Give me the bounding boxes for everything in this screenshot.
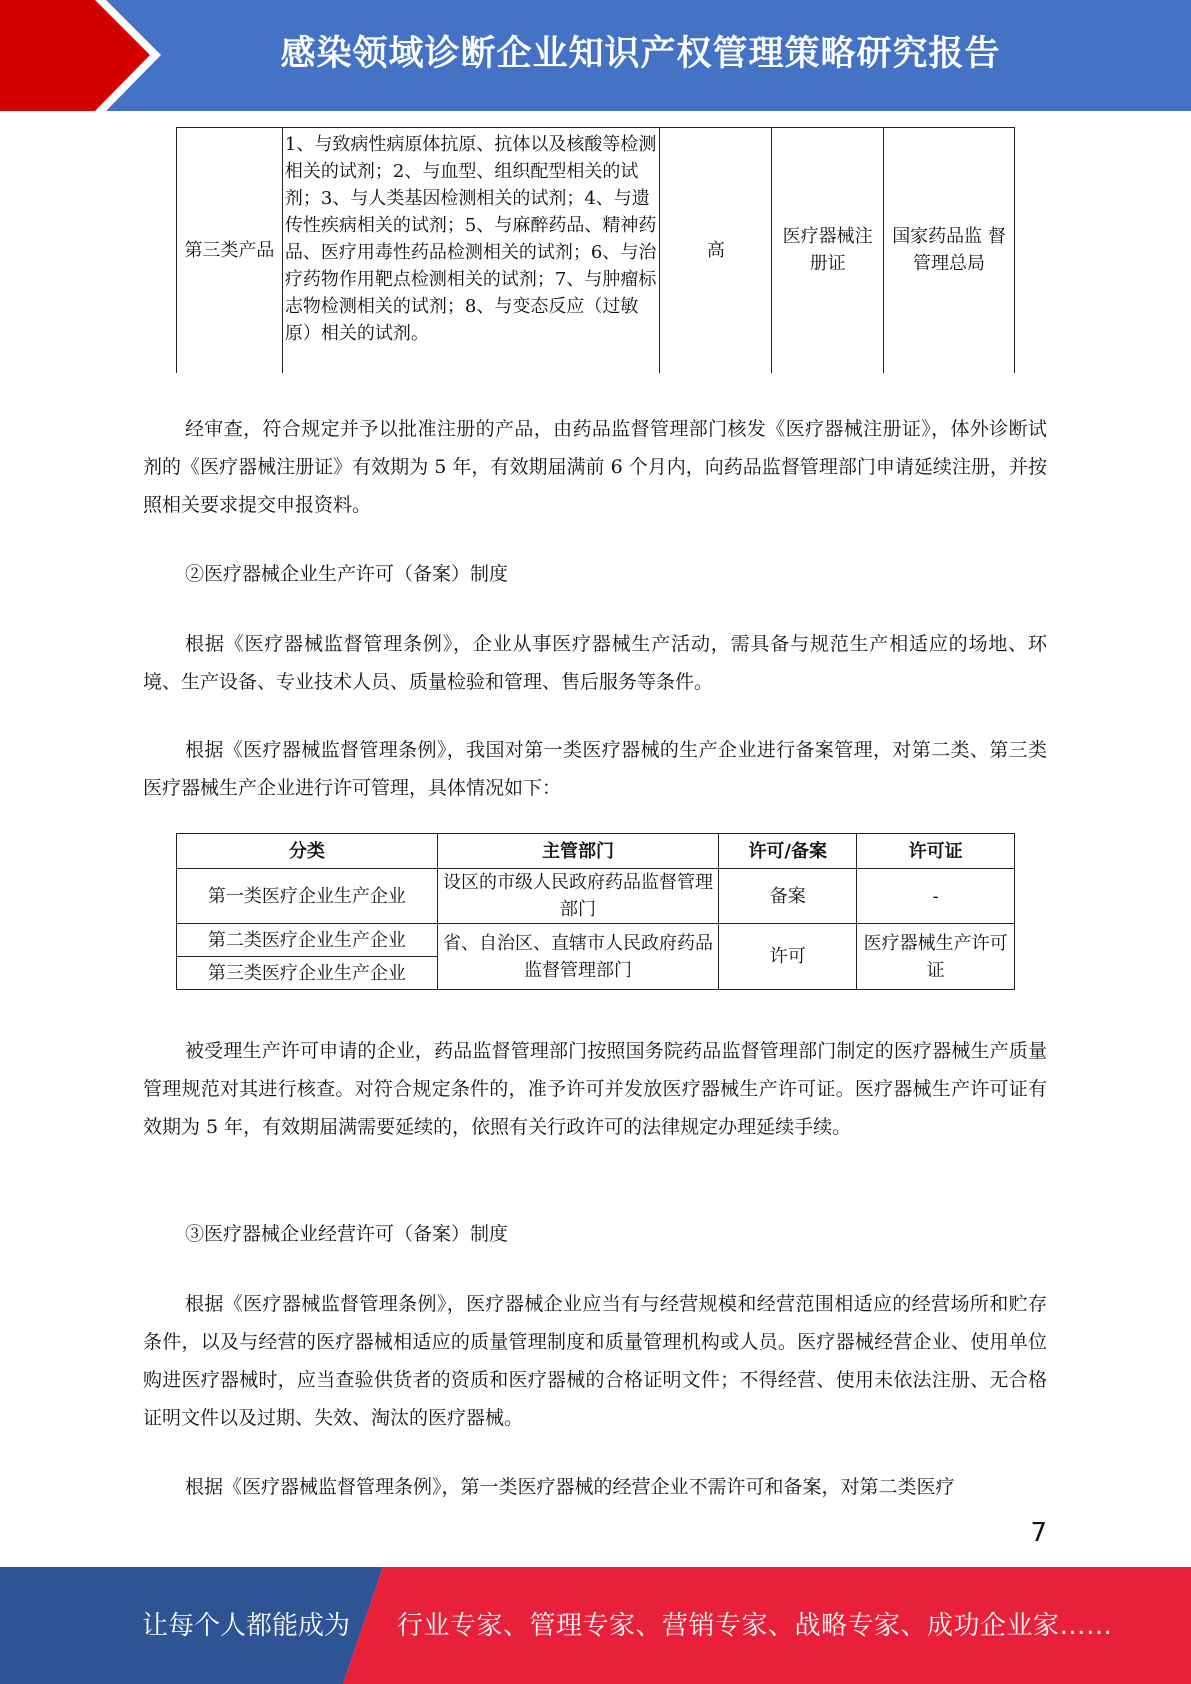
department-cell: 省、自治区、直辖市人民政府药品监督管理部门 (437, 924, 719, 990)
category-cell: 第二类医疗企业生产企业 (177, 924, 438, 957)
category-cell: 第三类医疗企业生产企业 (177, 957, 438, 990)
footer-slogan-right: 行业专家、管理专家、营销专家、战略专家、成功企业家…… (397, 1611, 1113, 1641)
class-cell: 第三类产品 (177, 128, 283, 373)
paragraph: 被受理生产许可申请的企业，药品监督管理部门按照国务院药品监督管理部门制定的医疗器械生产质量管理规范对其进行核查。对符合规定条件的，准予许可并发放医疗器械生产许可证。医疗器械生产许可证有效期为 5 年，有效期届满需要延续的，依照有关行政许可的法律规定办理延续手续。 (143, 1040, 1047, 1138)
paragraph: 根据《医疗器械监督管理条例》，第一类医疗器械的经营企业不需许可和备案，对第二类医疗 (185, 1476, 955, 1498)
table-row (177, 128, 1015, 373)
page-footer (0, 1567, 1191, 1684)
column-header: 许可/备案 (719, 834, 857, 869)
column-header: 许可证 (857, 834, 1015, 869)
report-title: 感染领域诊断企业知识产权管理策略研究报告 (280, 34, 1001, 74)
section-heading: ③医疗器械企业经营许可（备案）制度 (185, 1223, 509, 1245)
paragraph: 根据《医疗器械监督管理条例》，医疗器械企业应当有与经营规模和经营范围相适应的经营场所和贮存条件，以及与经营的医疗器械相适应的质量管理制度和质量管理机构或人员。医疗器械经营企业、使用单位购进医疗器械时，应当查验供货者的资质和医疗器械的合格证明文件；不得经营、使用未依法注册、无合格证明文件以及过期、失效、淘汰的医疗器械。 (143, 1293, 1047, 1429)
license-cell: - (857, 869, 1015, 924)
column-header: 主管部门 (437, 834, 719, 869)
product-class-table (176, 127, 1015, 373)
risk-cell: 高 (660, 128, 772, 373)
scope-cell: 1、与致病性病原体抗原、抗体以及核酸等检测相关的试剂；2、与血型、组织配型相关的试剂；3、与人类基因检测相关的试剂；4、与遗传性疾病相关的试剂；5、与麻醉药品、精神药品、医疗用毒性药品检测相关的试剂；6、与治疗药物作用靶点检测相关的试剂；7、与肿瘤标志物检测相关的试剂；8、与变态反应（过敏原）相关的试剂。 (282, 128, 660, 373)
table-header-row (177, 834, 1015, 869)
certificate-cell: 医疗器械注册证 (772, 128, 884, 373)
department-cell: 设区的市级人民政府药品监督管理部门 (437, 869, 719, 924)
production-license-table (176, 833, 1015, 990)
paragraph: 根据《医疗器械监督管理条例》，我国对第一类医疗器械的生产企业进行备案管理，对第二类、第三类医疗器械生产企业进行许可管理，具体情况如下： (143, 739, 1047, 799)
column-header: 分类 (177, 834, 438, 869)
paragraph: 经审查，符合规定并予以批准注册的产品，由药品监督管理部门核发《医疗器械注册证》，体外诊断试剂的《医疗器械注册证》有效期为 5 年，有效期届满前 6 个月内，向药品监督管理部门申请延续注册，并按照相关要求提交申报资料。 (143, 418, 1047, 516)
footer-slogan-left: 让每个人都能成为 (142, 1611, 351, 1641)
category-cell: 第一类医疗企业生产企业 (177, 869, 438, 924)
table-row (177, 869, 1015, 924)
section-heading: ②医疗器械企业生产许可（备案）制度 (185, 563, 509, 585)
page-number: 7 (1030, 1518, 1047, 1548)
mode-cell: 备案 (719, 869, 857, 924)
page-header (0, 0, 1191, 111)
authority-cell: 国家药品监 督管理总局 (884, 128, 1015, 373)
mode-cell: 许可 (719, 924, 857, 990)
license-cell: 医疗器械生产许可证 (857, 924, 1015, 990)
table-row (177, 924, 1015, 957)
paragraph: 根据《医疗器械监督管理条例》，企业从事医疗器械生产活动，需具备与规范生产相适应的场地、环境、生产设备、专业技术人员、质量检验和管理、售后服务等条件。 (143, 633, 1047, 693)
